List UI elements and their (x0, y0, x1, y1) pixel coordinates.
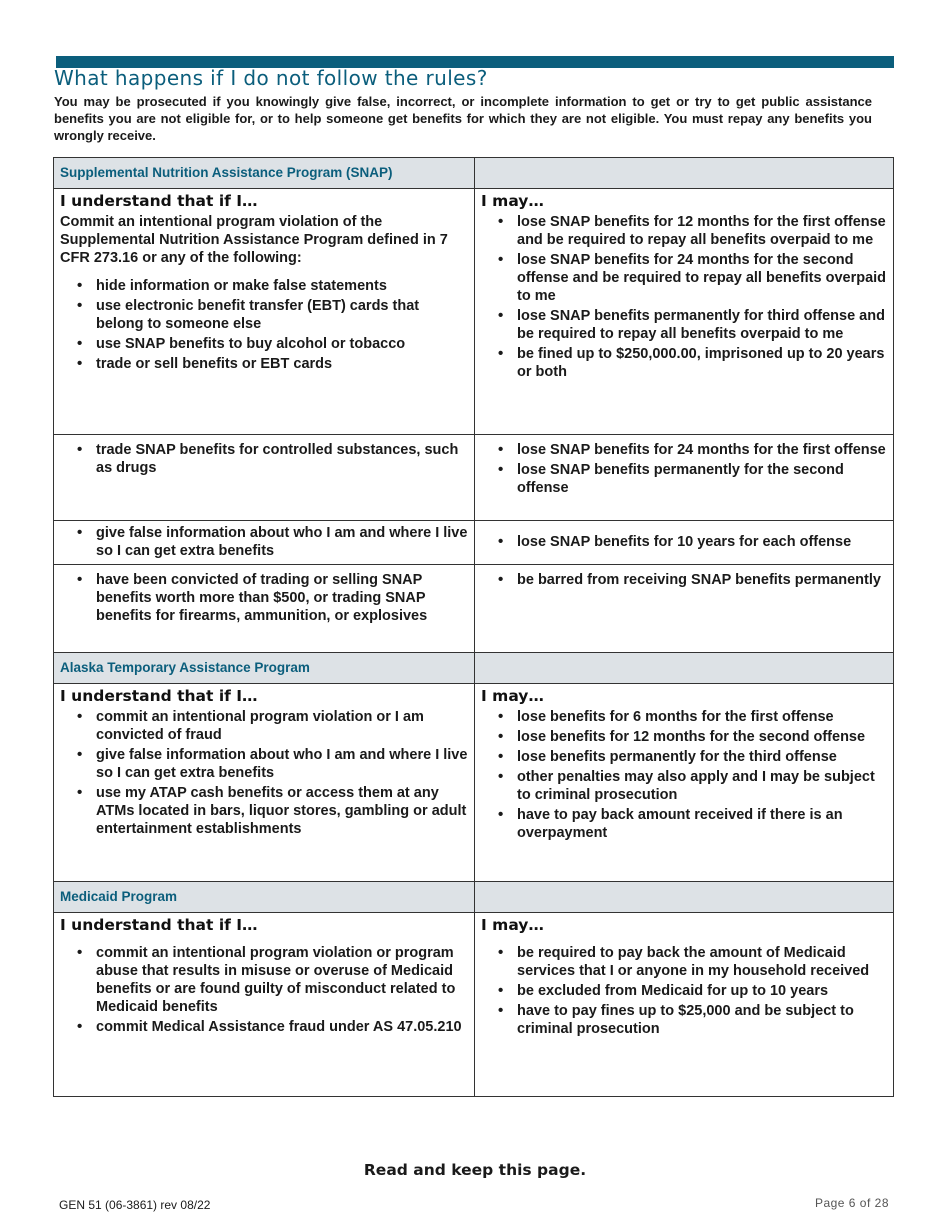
list-item: • be excluded from Medicaid for up to 10 years (517, 982, 887, 1000)
list-item: • commit Medical Assistance fraud under AS 47.05.210 (96, 1018, 468, 1036)
list-item: • be required to pay back the amount of Medicaid services that I or anyone in my household received (517, 944, 887, 980)
list-item: • trade or sell benefits or EBT cards (96, 355, 468, 373)
violation-list (60, 944, 468, 1036)
section-label-snap: Supplemental Nutrition Assistance Program (SNAP) (60, 165, 393, 180)
rules-table (53, 157, 894, 1097)
list-item: • lose SNAP benefits for 10 years for each offense (517, 533, 887, 551)
table-row (54, 435, 894, 521)
table-row (54, 189, 894, 435)
table-row (54, 521, 894, 565)
intro-paragraph: You may be prosecuted if you knowingly give false, incorrect, or incomplete information to get or try to get public assistance benefits you are not eligible for, or to help someone get benefits for which they are not eligible. You must repay any benefits you wrongly receive. (54, 94, 872, 143)
list-item: • lose SNAP benefits for 24 months for the first offense (517, 441, 887, 459)
list-item: • use electronic benefit transfer (EBT) cards that belong to someone else (96, 297, 468, 333)
table-row (54, 913, 894, 1097)
section-header-medicaid (54, 882, 894, 913)
violation-list (60, 441, 468, 477)
list-item: • use SNAP benefits to buy alcohol or tobacco (96, 335, 468, 353)
list-item: • use my ATAP cash benefits or access them at any ATMs located in bars, liquor stores, gambling or adult entertainment establishments (96, 784, 468, 838)
list-item: • lose benefits for 12 months for the second offense (517, 728, 887, 746)
list-item: • be fined up to $250,000.00, imprisoned up to 20 years or both (517, 345, 887, 381)
penalty-list (481, 533, 887, 551)
list-item: • lose SNAP benefits permanently for the second offense (517, 461, 887, 497)
may-heading: I may… (481, 192, 544, 210)
list-item: • have to pay fines up to $25,000 and be subject to criminal prosecution (517, 1002, 887, 1038)
table-row (54, 565, 894, 653)
section-label-atap: Alaska Temporary Assistance Program (60, 660, 310, 675)
list-item: • give false information about who I am and where I live so I can get extra benefits (96, 746, 468, 782)
page-title: What happens if I do not follow the rules? (54, 66, 488, 90)
penalty-list (481, 441, 887, 497)
section-header-snap (54, 158, 894, 189)
violation-list (60, 708, 468, 838)
list-item: • lose SNAP benefits for 12 months for the first offense and be required to repay all benefits overpaid to me (517, 213, 887, 249)
list-item: • be barred from receiving SNAP benefits permanently (517, 571, 887, 589)
list-item: • other penalties may also apply and I may be subject to criminal prosecution (517, 768, 887, 804)
list-item: • lose benefits permanently for the third offense (517, 748, 887, 766)
list-item: • have to pay back amount received if there is an overpayment (517, 806, 887, 842)
understand-heading: I understand that if I… (60, 916, 258, 934)
list-item: • give false information about who I am and where I live so I can get extra benefits (96, 524, 468, 560)
list-item: • commit an intentional program violation or program abuse that results in misuse or overuse of Medicaid benefits or are found guilty of misconduct related to Medicaid benefits (96, 944, 468, 1016)
list-item: • commit an intentional program violation or I am convicted of fraud (96, 708, 468, 744)
snap-intro-text: Commit an intentional program violation of the Supplemental Nutrition Assistance Program defined in 7 CFR 273.16 or any of the following: (60, 214, 448, 266)
may-heading: I may… (481, 916, 544, 934)
violation-list (60, 277, 468, 373)
violation-list (60, 571, 468, 625)
violation-list (60, 524, 468, 560)
penalty-list (481, 944, 887, 1038)
list-item: • lose SNAP benefits for 24 months for the second offense and be required to repay all benefits overpaid to me (517, 251, 887, 305)
list-item: • lose SNAP benefits permanently for third offense and be required to repay all benefits overpaid to me (517, 307, 887, 343)
form-id: GEN 51 (06-3861) rev 08/22 (59, 1198, 211, 1212)
penalty-list (481, 571, 887, 589)
table-row (54, 684, 894, 882)
list-item: • hide information or make false statements (96, 277, 468, 295)
understand-heading: I understand that if I… (60, 192, 258, 210)
understand-heading: I understand that if I… (60, 687, 258, 705)
page-number: Page 6 of 28 (814, 1196, 889, 1210)
penalty-list (481, 708, 887, 842)
footer-note: Read and keep this page. (363, 1161, 587, 1179)
section-label-medicaid: Medicaid Program (60, 889, 178, 904)
section-header-atap (54, 653, 894, 684)
list-item: • lose benefits for 6 months for the first offense (517, 708, 887, 726)
penalty-list (481, 213, 887, 381)
may-heading: I may… (481, 687, 544, 705)
list-item: • have been convicted of trading or selling SNAP benefits worth more than $500, or trading SNAP benefits for firearms, ammunition, or explosives (96, 571, 468, 625)
list-item: • trade SNAP benefits for controlled substances, such as drugs (96, 441, 468, 477)
